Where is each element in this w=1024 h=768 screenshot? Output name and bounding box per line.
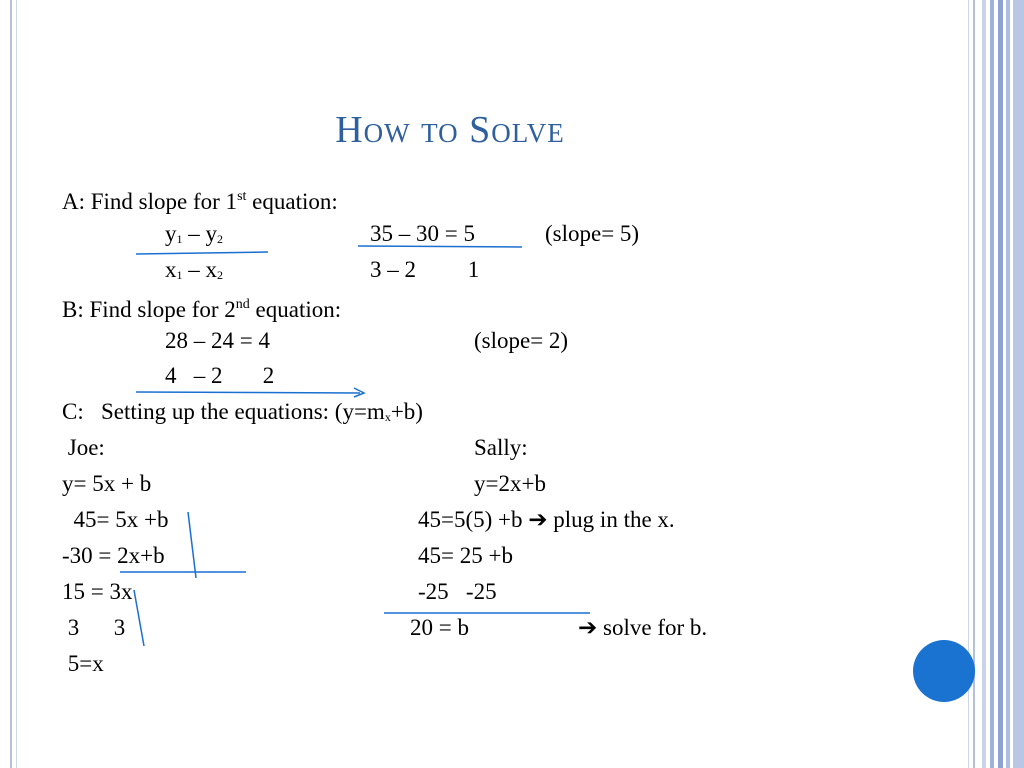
decorative-stripes	[976, 0, 1024, 768]
joe-step-4: 15 = 3x	[62, 579, 133, 604]
sally-step-5: 20 = b	[410, 615, 469, 640]
section-b-heading: B: Find slope for 2nd equation:	[62, 297, 342, 322]
joe-step-6: 5=x	[62, 651, 104, 676]
sally-step-5-note: ➔ solve for b.	[578, 615, 708, 640]
sally-step-3: 45= 25 +b	[418, 543, 513, 568]
slide-title: How to Solve	[335, 109, 565, 151]
section-c-heading: C: Setting up the equations: (y=mx+b)	[62, 399, 423, 424]
b-calc-bottom: 4 – 2 2	[165, 363, 275, 388]
section-a-heading: A: Find slope for 1st equation:	[62, 189, 338, 214]
joe-step-2: 45= 5x +b	[62, 507, 169, 532]
sally-step-1: y=2x+b	[474, 471, 546, 496]
sally-step-2: 45=5(5) +b ➔ plug in the x.	[418, 507, 675, 532]
joe-step-3: -30 = 2x+b	[62, 543, 165, 568]
a-denominator: x1 – x2	[165, 257, 223, 282]
a-slope: (slope= 5)	[545, 221, 640, 246]
a-numerator: y1 – y2	[165, 221, 223, 246]
joe-label: Joe:	[62, 435, 105, 460]
sally-label: Sally:	[474, 435, 528, 460]
a-calc-top: 35 – 30 = 5	[370, 221, 475, 246]
joe-step-1: y= 5x + b	[62, 471, 152, 496]
b-slope: (slope= 2)	[474, 328, 569, 353]
a-calc-bottom: 3 – 2 1	[370, 257, 480, 282]
b-calc-top: 28 – 24 = 4	[165, 328, 270, 353]
arrow-right-icon: ➔	[528, 507, 548, 532]
joe-step-5: 3 3	[62, 615, 126, 640]
arrow-right-icon: ➔	[578, 615, 598, 640]
decorative-circle	[913, 640, 975, 702]
sally-step-4: -25 -25	[418, 579, 497, 604]
